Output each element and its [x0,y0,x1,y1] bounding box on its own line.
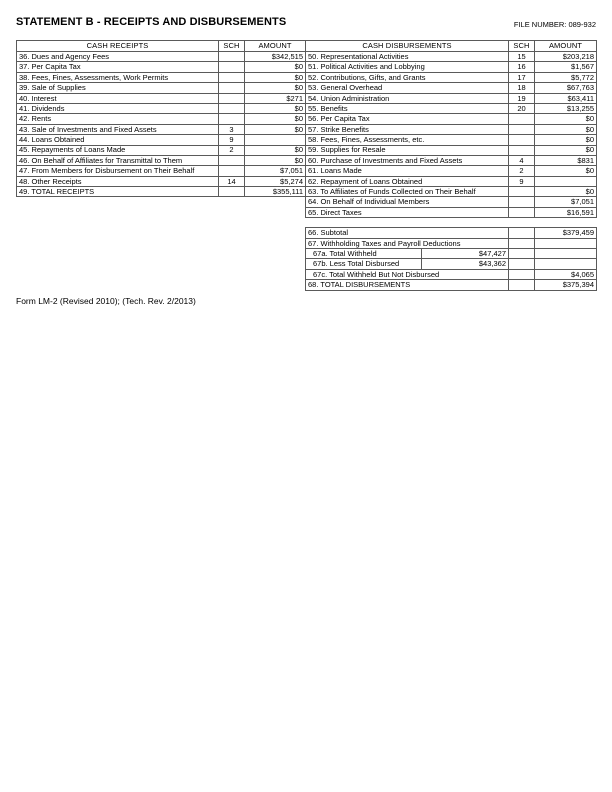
table-row [306,52,597,62]
row-amount: $831 [535,155,597,165]
row-label: 65. Direct Taxes [306,207,509,217]
table-row [17,155,306,165]
row-schedule [509,197,535,207]
table-row [306,93,597,103]
row-label: 67c. Total Withheld But Not Disbursed [306,269,509,279]
row-label: 64. On Behalf of Individual Members [306,197,509,207]
row-schedule [509,280,535,290]
row-schedule: 14 [219,176,245,186]
table-row [17,176,306,186]
row-schedule [509,135,535,145]
row-amount: $7,051 [245,166,306,176]
table-row [306,155,597,165]
cash-disbursements-body [306,52,597,218]
table-gap [305,218,597,227]
row-amount: $0 [535,114,597,124]
row-schedule: 16 [509,62,535,72]
disbursements-summary-table [305,227,597,290]
row-label: 54. Union Administration [306,93,509,103]
row-label: 67. Withholding Taxes and Payroll Deductions [306,238,509,248]
row-label: 46. On Behalf of Affiliates for Transmittal to Them [17,155,219,165]
row-amount: $0 [245,114,306,124]
file-number: FILE NUMBER: 089-932 [513,20,596,29]
row-label: 45. Repayments of Loans Made [17,145,219,155]
row-schedule [219,155,245,165]
row-schedule [219,62,245,72]
row-amount: $0 [535,166,597,176]
row-amount: $0 [245,103,306,113]
row-amount [535,238,597,248]
row-schedule [219,166,245,176]
row-schedule: 2 [219,145,245,155]
row-amount: $203,218 [535,52,597,62]
row-amount: $0 [245,83,306,93]
row-label: 66. Subtotal [306,228,509,238]
total-withheld-row [306,249,597,259]
table-row [17,124,306,134]
row-schedule [219,114,245,124]
row-label: 53. General Overhead [306,83,509,93]
row-amount: $13,255 [535,103,597,113]
table-row [306,176,597,186]
withheld-not-disbursed-row [306,269,597,279]
row-schedule: 15 [509,52,535,62]
row-label: 56. Per Capita Tax [306,114,509,124]
table-header-row [306,41,597,52]
row-label: 40. Interest [17,93,219,103]
row-amount: $0 [245,145,306,155]
row-label: 67a. Total Withheld [306,249,422,259]
row-schedule [219,103,245,113]
row-schedule: 4 [509,155,535,165]
row-label: 37. Per Capita Tax [17,62,219,72]
row-schedule: 20 [509,103,535,113]
row-amount: $67,763 [535,83,597,93]
row-schedule [509,145,535,155]
row-schedule [509,259,535,269]
table-row [17,83,306,93]
disbursements-sch-header: SCH [509,41,535,52]
row-amount: $0 [245,155,306,165]
subtotal-row [306,228,597,238]
table-row [17,145,306,155]
table-row [306,124,597,134]
table-row [306,135,597,145]
table-row [17,62,306,72]
row-schedule [219,83,245,93]
table-row [306,103,597,113]
disbursements-summary-body [306,228,597,290]
table-row [17,72,306,82]
row-schedule [219,187,245,197]
row-amount: $0 [245,124,306,134]
row-amount: $0 [245,62,306,72]
row-schedule: 17 [509,72,535,82]
row-amount: $0 [535,135,597,145]
row-schedule [509,114,535,124]
row-label: 55. Benefits [306,103,509,113]
table-row [17,187,306,197]
page-title: STATEMENT B - RECEIPTS AND DISBURSEMENTS [16,16,287,28]
row-label: 58. Fees, Fines, Assessments, etc. [306,135,509,145]
row-amount: $5,772 [535,72,597,82]
row-label: 52. Contributions, Gifts, and Grants [306,72,509,82]
row-schedule: 18 [509,83,535,93]
row-label: 68. TOTAL DISBURSEMENTS [306,280,509,290]
row-label: 38. Fees, Fines, Assessments, Work Permits [17,72,219,82]
table-row [306,145,597,155]
row-schedule [219,72,245,82]
cash-receipts-table [16,40,306,197]
row-schedule: 2 [509,166,535,176]
row-schedule [509,228,535,238]
disbursements-name-header: CASH DISBURSEMENTS [306,41,509,52]
row-schedule [509,269,535,279]
row-label: 41. Dividends [17,103,219,113]
row-schedule: 9 [509,176,535,186]
row-amount: $1,567 [535,62,597,72]
row-amount [535,176,597,186]
row-label: 59. Supplies for Resale [306,145,509,155]
row-amount: $0 [535,124,597,134]
receipts-name-header: CASH RECEIPTS [17,41,219,52]
table-row [306,197,597,207]
row-schedule: 3 [219,124,245,134]
row-amount: $271 [245,93,306,103]
row-amount [535,249,597,259]
row-amount: $0 [245,72,306,82]
row-amount: $379,459 [535,228,597,238]
receipts-amount-header: AMOUNT [245,41,306,52]
table-row [306,83,597,93]
table-row [17,52,306,62]
row-label: 48. Other Receipts [17,176,219,186]
row-inner-amount: $47,427 [422,249,509,259]
row-label: 67b. Less Total Disbursed [306,259,422,269]
row-label: 51. Political Activities and Lobbying [306,62,509,72]
total-disbursements-row [306,280,597,290]
table-row [306,114,597,124]
row-amount: $0 [535,187,597,197]
row-schedule [509,124,535,134]
table-header-row [17,41,306,52]
row-amount: $7,051 [535,197,597,207]
row-label: 44. Loans Obtained [17,135,219,145]
table-row [17,103,306,113]
cash-receipts-header [17,41,306,52]
less-total-disbursed-row [306,259,597,269]
table-row [306,72,597,82]
row-inner-amount: $43,362 [422,259,509,269]
row-amount: $4,065 [535,269,597,279]
row-schedule [219,52,245,62]
row-amount: $355,111 [245,187,306,197]
cash-receipts-body [17,52,306,197]
row-amount: $63,411 [535,93,597,103]
table-row [17,166,306,176]
table-row [306,166,597,176]
row-label: 57. Strike Benefits [306,124,509,134]
row-schedule [509,187,535,197]
cash-disbursements-table [305,40,597,218]
row-label: 60. Purchase of Investments and Fixed Assets [306,155,509,165]
row-label: 63. To Affiliates of Funds Collected on Their Behalf [306,187,509,197]
row-schedule [509,238,535,248]
row-schedule [219,93,245,103]
table-row [17,93,306,103]
row-amount [245,135,306,145]
cash-disbursements-header [306,41,597,52]
row-label: 42. Rents [17,114,219,124]
withholding-header-row [306,238,597,248]
row-label: 47. From Members for Disbursement on Their Behalf [17,166,219,176]
table-row [17,114,306,124]
row-label: 61. Loans Made [306,166,509,176]
row-amount: $375,394 [535,280,597,290]
row-amount: $5,274 [245,176,306,186]
row-label: 39. Sale of Supplies [17,83,219,93]
row-label: 62. Repayment of Loans Obtained [306,176,509,186]
row-amount: $16,591 [535,207,597,217]
row-label: 43. Sale of Investments and Fixed Assets [17,124,219,134]
receipts-sch-header: SCH [219,41,245,52]
row-amount: $0 [535,145,597,155]
row-schedule: 19 [509,93,535,103]
cash-disbursements-section [305,40,597,291]
row-schedule [509,207,535,217]
row-label: 49. TOTAL RECEIPTS [17,187,219,197]
table-row [306,207,597,217]
row-amount [535,259,597,269]
row-amount: $342,515 [245,52,306,62]
table-row [17,135,306,145]
disbursements-amount-header: AMOUNT [535,41,597,52]
table-row [306,62,597,72]
row-schedule [509,249,535,259]
table-row [306,187,597,197]
row-schedule: 9 [219,135,245,145]
row-label: 36. Dues and Agency Fees [17,52,219,62]
row-label: 50. Representational Activities [306,52,509,62]
form-revision-footer: Form LM-2 (Revised 2010); (Tech. Rev. 2/2013) [16,296,196,306]
